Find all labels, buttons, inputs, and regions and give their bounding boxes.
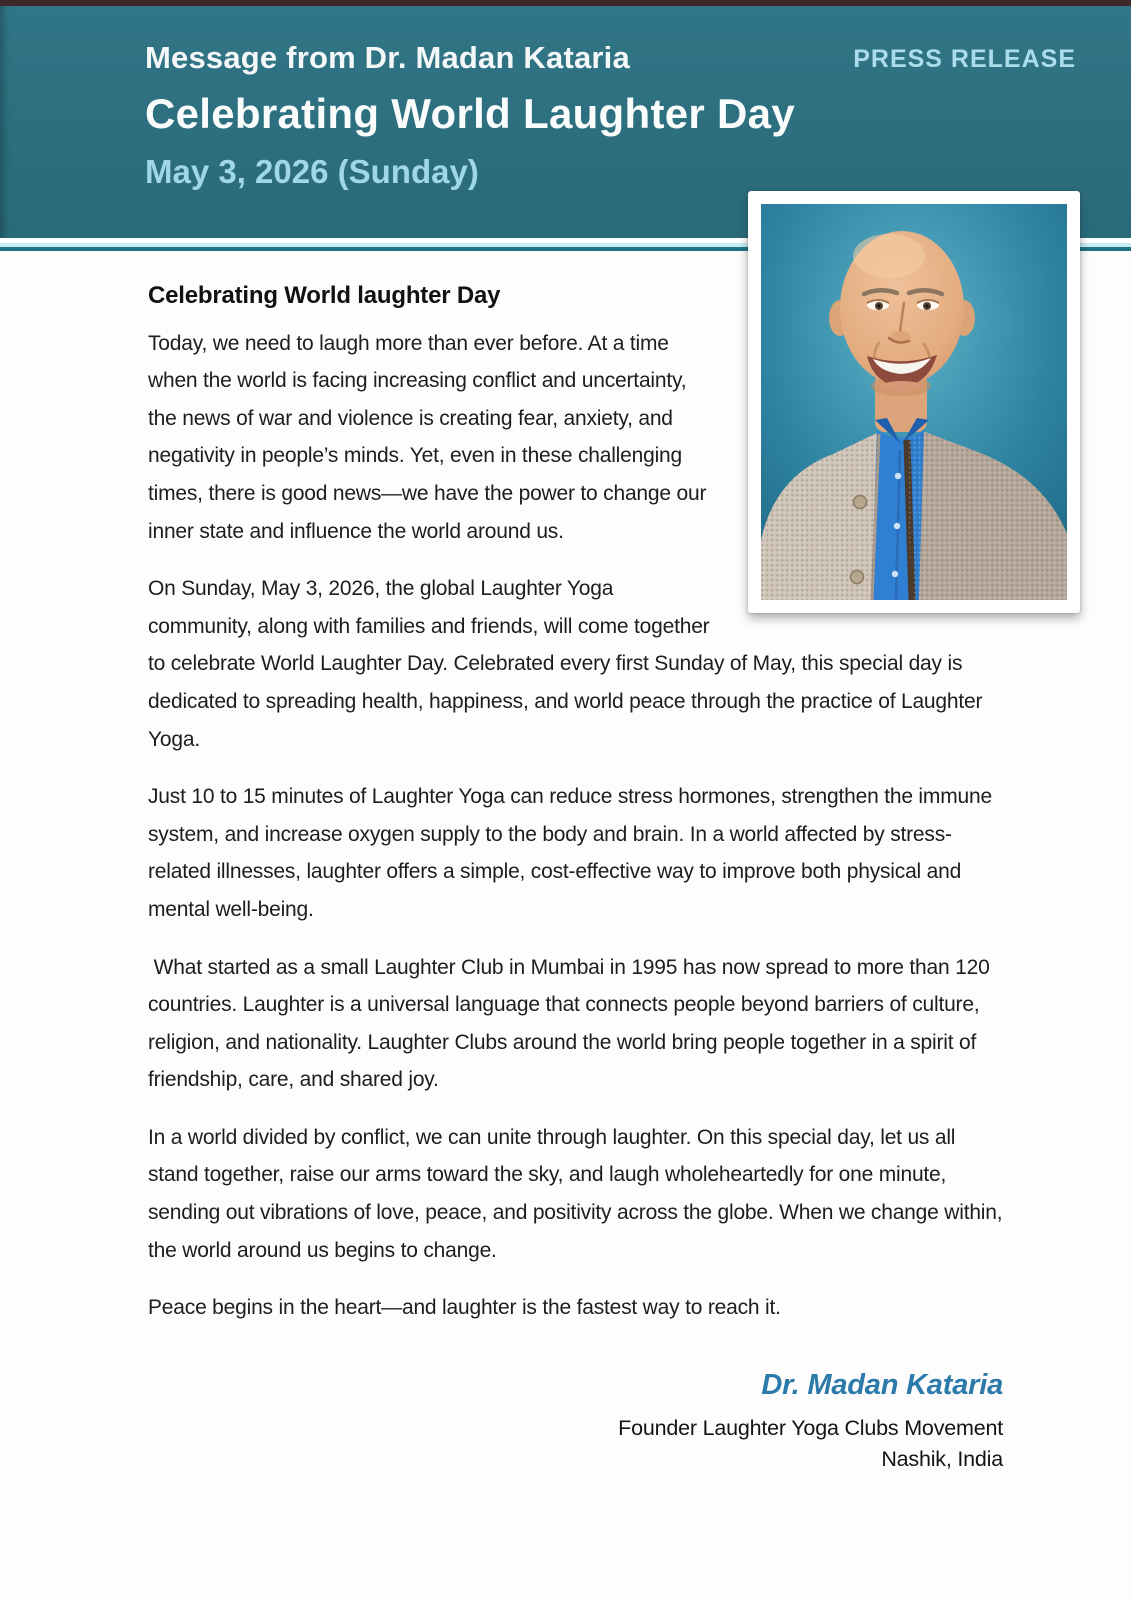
portrait-photo-illustration [761, 204, 1067, 600]
signature-name: Dr. Madan Kataria [761, 1368, 1003, 1401]
body-heading: Celebrating World laughter Day [148, 282, 501, 309]
paragraph-5: In a world divided by conflict, we can unite through laughter. On this special day, let us all stand together, raise our arms toward the sky, and laugh wholeheartedly for one minute, sending out vibrations of love, peace, and positivity across the globe. When we change within, the world around us begins to change. [148, 1125, 1009, 1262]
signature-location: Nashik, India [881, 1447, 1003, 1472]
paragraph-3: Just 10 to 15 minutes of Laughter Yoga can reduce stress hormones, strengthen the immune system, and increase oxygen supply to the body and brain. In a world affected by stress-related illnesses, laughter offers a simple, cost-effective way to improve both physical and mental well-being. [148, 785, 998, 921]
paragraph-1: Today, we need to laugh more than ever before. At a time when the world is facing increasing conflict and uncertainty, the news of war and violence is creating fear, anxiety, and negativity in people’s minds. Yet, even in these challenging times, there is good news—we have the power to change our inner state and influence the world around us. [148, 331, 712, 543]
header-message-title: Message from Dr. Madan Kataria [145, 40, 630, 75]
header-date: May 3, 2026 (Sunday) [145, 153, 479, 190]
paragraph-6: Peace begins in the heart—and laughter is the fastest way to reach it. [148, 1296, 781, 1320]
header-main-title: Celebrating World Laughter Day [145, 90, 795, 137]
paragraph-2: On Sunday, May 3, 2026, the global Laughter Yoga community, along with families and friends, will come together to celebrate World Laughter Day. Celebrated every first Sunday of May, this special day is dedicated to spreading health, happiness, and world peace through the practice of Laughter Yoga. [148, 577, 988, 751]
signature-block [148, 1367, 1003, 1476]
signature-title: Founder Laughter Yoga Clubs Movement [618, 1416, 1003, 1441]
portrait-photo [748, 191, 1080, 613]
paragraph-4: What started as a small Laughter Club in Mumbai in 1995 has now spread to more than 120 countries. Laughter is a universal language that connects people beyond barriers of culture, religion, and nationality. Laughter Clubs around the world bring people together in a spirit of friendship, care, and shared joy. [148, 955, 996, 1092]
press-release-label: PRESS RELEASE [853, 45, 1076, 73]
